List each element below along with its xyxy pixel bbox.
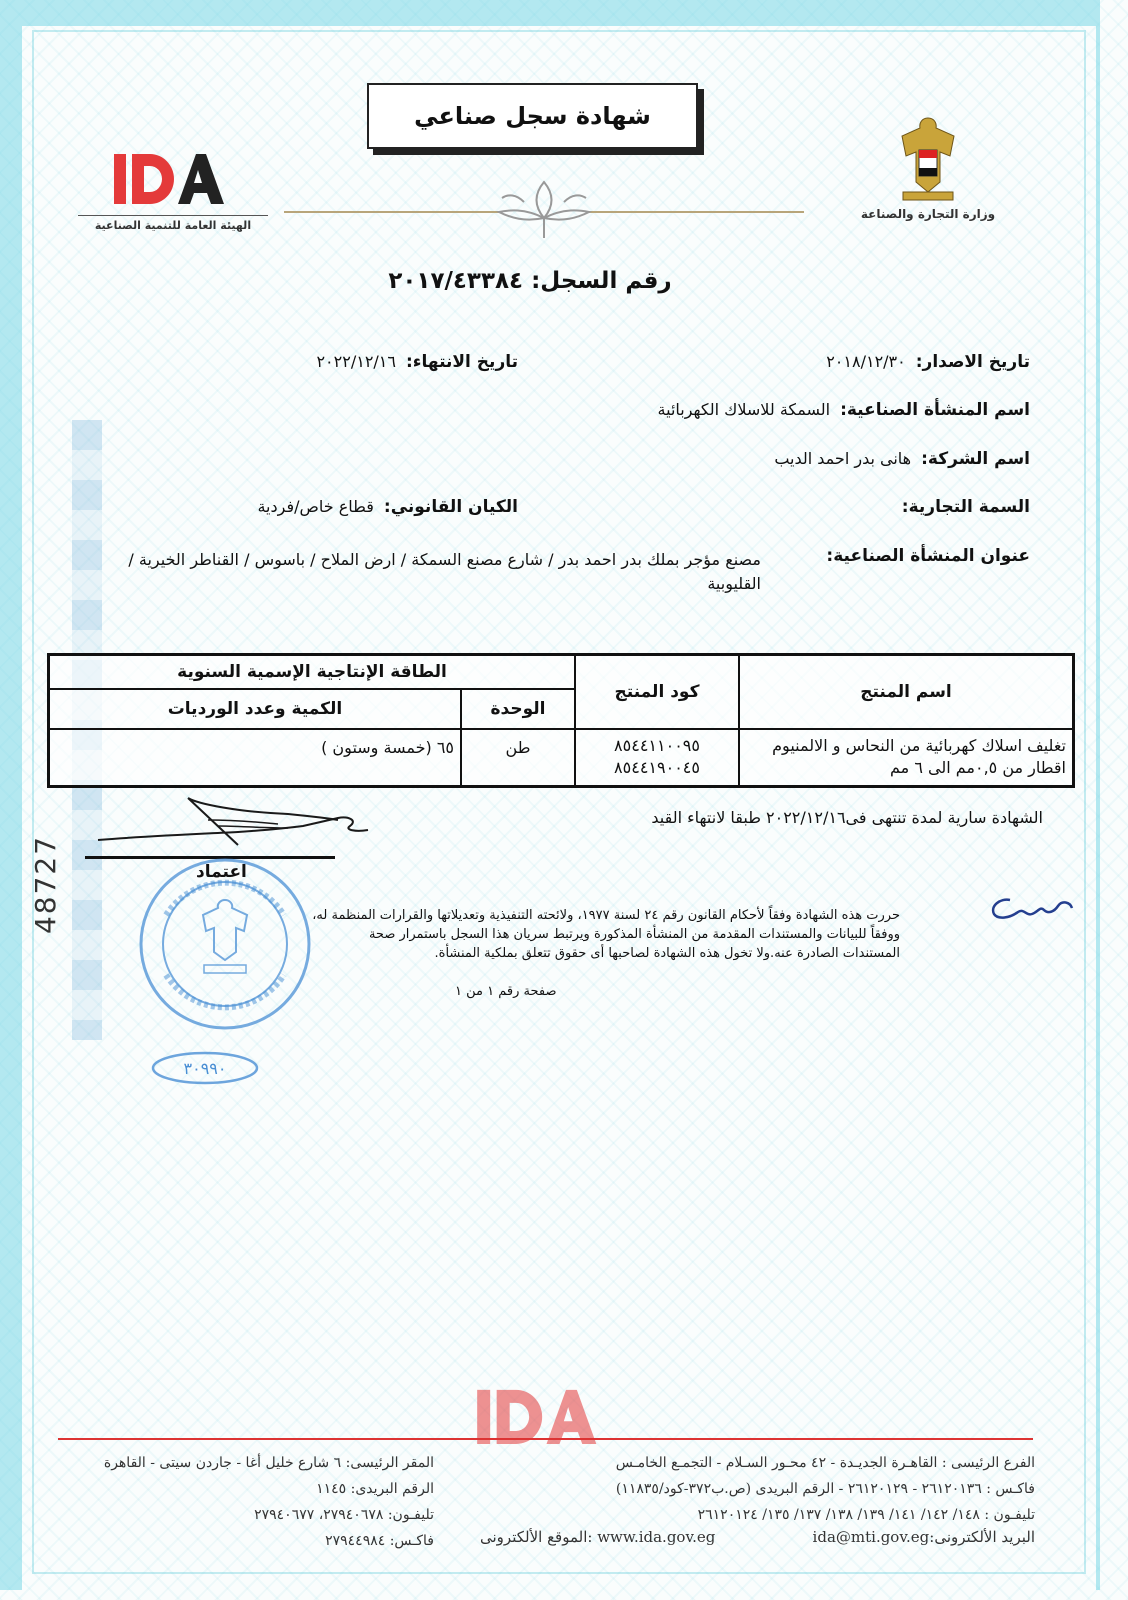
legal-entity-row bbox=[257, 497, 518, 517]
product-code-1: ٨٥٤٤١١٠٠٩٥ bbox=[614, 736, 700, 756]
registration-label: رقم السجل: bbox=[531, 268, 672, 294]
trade-name-label: السمة التجارية: bbox=[901, 497, 1030, 517]
registration-value: ٢٠١٧/٤٣٣٨٤ bbox=[388, 268, 524, 294]
certificate-title: شهادة سجل صناعي bbox=[367, 83, 698, 149]
issue-date-row bbox=[826, 352, 1030, 372]
issue-date-label: تاريخ الاصدار: bbox=[915, 352, 1030, 372]
legal-entity-value: قطاع خاص/فردية bbox=[257, 497, 374, 516]
company-name-label: اسم الشركة: bbox=[921, 449, 1030, 469]
approval-label: اعتماد bbox=[196, 862, 247, 882]
legal-note: حررت هذه الشهادة وفقاً لأحكام القانون رقم ٢٤ لسنة ١٩٧٧، ولائحته التنفيذية وتعديلاتها والقرارات المنظمة له، ووفقاً للبيانات والمستندات المقدمة من المنشأة المذكورة ويرتبط سريان هذا السجل باستمرار صحة المستندات الصادرة عنه.ولا تخول هذه الشهادة لصاحبها أى حقوق تتعلق بملكية المنشأة. bbox=[312, 908, 900, 961]
ida-logo bbox=[112, 150, 232, 210]
header-product-code: كود المنتج bbox=[575, 655, 739, 729]
ministry-name: وزارة التجارة والصناعة bbox=[860, 207, 996, 221]
footer-branch-phone: تليفـون : ١٤٨/ ١٤٢/ ١٤١/ ١٣٩/ ١٣٨/ ١٣٧/ ١٣٥/ ٢٦١٢٠١٢٤ bbox=[697, 1507, 1035, 1523]
stamp-number: ٣٠٩٩٠ bbox=[183, 1059, 227, 1078]
footer-website[interactable]: www.ida.gov.eg :الموقع الألكترونى bbox=[480, 1528, 716, 1546]
expiry-date-label: تاريخ الانتهاء: bbox=[405, 352, 518, 372]
legal-entity-label: الكيان القانوني: bbox=[383, 497, 518, 517]
decorative-divider bbox=[284, 172, 804, 242]
stamp-number-oval bbox=[150, 1050, 260, 1086]
handwritten-initials bbox=[980, 888, 1080, 928]
footer-divider bbox=[58, 1438, 1033, 1440]
registration-number bbox=[380, 268, 680, 294]
ida-logo-footer bbox=[475, 1385, 605, 1451]
expiry-date-value: ٢٠٢٢/١٢/١٦ bbox=[316, 352, 396, 371]
issue-date-value: ٢٠١٨/١٢/٣٠ bbox=[826, 352, 906, 371]
production-capacity-table bbox=[47, 653, 1075, 788]
facility-name-label: اسم المنشأة الصناعية: bbox=[840, 400, 1030, 420]
footer-hq-address: المقر الرئيسى: ٦ شارع خليل أغا - جاردن سيتى - القاهرة bbox=[103, 1455, 434, 1471]
validity-statement: الشهادة سارية لمدة تنتهى فى٢٠٢٢/١٢/١٦ طبقا لانتهاء القيد bbox=[651, 808, 1043, 827]
company-name-row bbox=[774, 449, 1030, 469]
footer-hq-phone: تليفـون: ٢٧٩٤٠٦٧٨، ٢٧٩٤٠٦٧٧ bbox=[254, 1507, 434, 1523]
side-serial-number: 48727 bbox=[29, 834, 63, 935]
product-name-cell: تغليف اسلاك كهربائية من النحاس و الالمنيوم اقطار من ٠,٥مم الى ٦ مم bbox=[739, 729, 1074, 787]
ida-name: الهيئة العامة للتنمية الصناعية bbox=[78, 215, 268, 232]
facility-name-row bbox=[658, 400, 1030, 420]
footer-branch-info bbox=[616, 1450, 1035, 1528]
product-code-2: ٨٥٤٤١٩٠٠٤٥ bbox=[614, 758, 700, 778]
page-number: صفحة رقم ١ من ١ bbox=[455, 984, 557, 999]
trade-name-row bbox=[892, 497, 1030, 517]
footer-hq-fax: فاكـس: ٢٧٩٤٤٩٨٤ bbox=[325, 1533, 434, 1549]
footer-email[interactable]: البريد الألكترونى:ida@mti.gov.eg bbox=[812, 1528, 1035, 1546]
footer-hq-postal: الرقم البريدى: ١١٤٥ bbox=[316, 1481, 434, 1497]
quantity-cell: ٦٥ (خمسة وستون ) bbox=[49, 729, 462, 787]
official-stamp bbox=[136, 855, 314, 1033]
header-capacity: الطاقة الإنتاجية الإسمية السنوية bbox=[49, 655, 576, 689]
product-code-cell bbox=[575, 729, 739, 787]
address-label: عنوان المنشأة الصناعية: bbox=[826, 546, 1030, 566]
footer-branch-fax: فاكـس : ٢٦١٢٠١٣٦ - ٢٦١٢٠١٢٩ - الرقم البريدى (ص.ب٣٧٢-كود/١١٨٣٥) bbox=[615, 1481, 1035, 1497]
footer-branch-address: الفرع الرئيسى : القاهـرة الجديـدة - ٤٢ محـور السـلام - التجمـع الخامـس bbox=[615, 1455, 1035, 1471]
header-product-name: اسم المنتج bbox=[739, 655, 1074, 729]
address-value: مصنع مؤجر بملك بدر احمد بدر / شارع مصنع السمكة / ارض الملاح / باسوس / القناطر الخيرية / القليوبية bbox=[128, 550, 761, 593]
header-unit: الوحدة bbox=[461, 689, 575, 729]
company-name-value: هانى بدر احمد الديب bbox=[774, 449, 912, 468]
facility-name-value: السمكة للاسلاك الكهربائية bbox=[657, 400, 831, 419]
unit-cell: طن bbox=[461, 729, 575, 787]
header-quantity: الكمية وعدد الورديات bbox=[49, 689, 462, 729]
table-row bbox=[49, 729, 1074, 787]
egypt-eagle-emblem bbox=[893, 112, 963, 204]
footer-hq-info bbox=[104, 1450, 434, 1554]
table-header-row bbox=[49, 655, 1074, 689]
expiry-date-row bbox=[316, 352, 518, 372]
